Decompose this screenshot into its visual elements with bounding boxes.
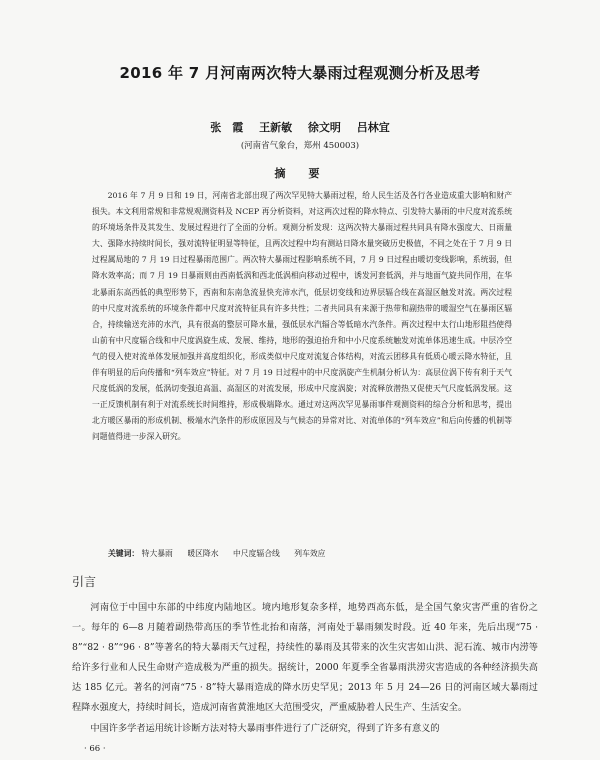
paper-title: 2016 年 7 月河南两次特大暴雨过程观测分析及思考 — [119, 64, 481, 82]
keyword: 中尺度辐合线 — [233, 549, 280, 558]
keyword: 暖区降水 — [187, 549, 219, 558]
page-number: · 66 · — [84, 744, 106, 754]
keywords-label: 关键词： — [108, 549, 140, 558]
section-heading: 引言 — [72, 575, 97, 589]
author-name: 王新敏 — [259, 121, 293, 134]
abstract-heading: 摘 要 — [274, 167, 326, 180]
body-paragraph: 河南位于中国中东部的中纬度内陆地区。境内地形复杂多样，地势西高东低，是全国气象灾害严重的省份之一。每年的 6—8 月随着副热带高压的季节性北抬和南落，河南处于暴雨频发时段。近 40 年来，先后出现“75 · 8”“82 · 8”“96 · 8”等著名的特大暴雨天气过程，持续性的暴雨及其带来的次生灾害如山洪、泥石流、城市内涝等给许多行业和人民生命财产造成极为严重的损失。据统计，2000 年夏季全省暴雨洪涝灾害造成的各种经济损失高达 185 亿元。著名的河南“75 · 8”特大暴雨造成的降水历史罕见；2013 年 5 月 24—26 日的河南区域大暴雨过程降水强度大，持续时间长，造成河南省黄淮地区大范围受灾，严重威胁着人民生产、生活安全。 — [72, 602, 538, 714]
author-name: 吕林宜 — [356, 121, 390, 134]
abstract-text: 2016 年 7 月 9 日和 19 日，河南省北部出现了两次罕见特大暴雨过程，给人民生活及各行各业造成重大影响和财产损失。本文利用常规和非常规观测资料及 NCEP 再分析资料，对这两次过程的降水特点、引发特大暴雨的中尺度对流系统的环境场条件及其发生、发展过程进行了全面的分析。观测分析发现：这两次特大暴雨过程共同具有降水强度大、日雨量大、强降水持续时间长，强对流特征明显等特征，且两次过程中均有测站日降水量突破历史极值，不同之处在于 7 月 9 日过程属局地的 7 月 19 日过程暴雨范围广。两次特大暴雨过程影响系统不同，7 月 9 日过程由暖切变线影响，系统弱，但降水效率高；而 7 月 19 日暴雨则由西南低涡和西北低涡相向移动过程中，诱发河套低涡，并与地面气旋共同作用，在华北暴雨东高西低的典型形势下，西南和东南急流显快充沛水汽，低层切变线和边界层辐合线在高湿区触发对流。两次过程的中尺度对流系统的环境条件都中尺度对流特征具有许多共性；二者共同具有来源于热带和副热带的暖湿空气在暴雨区辐合，持续输送充沛的水汽，具有很高的整层可降水量，强低层水汽辐合等低暗水汽条件。两次过程中太行山地形阻挡使得山前有中尺度辐合线和中尺度涡旋生成、发展、维持，地形的强迫抬升和中小尺度系统触发对流单体迅速生成。中层冷空气的侵入使对流单体发展加强并高度组织化，形成类似中尺度对流复合体结构，对流云团移具有低质心暖云降水特征，且伴有明显的后向传播和“列车效应”特征。对 7 月 19 日过程中的中尺度涡旋产生机制分析认为：高层位涡下传有利于天气尺度低涡的发展，低涡切变强迫高温、高湿区的对流发展，形成中尺度涡旋；对流释放潜热又促使天气尺度低涡发展。这一正反馈机制有利于对流系统长时间维持，形成极端降水。通过对这两次罕见暴雨事件观测资料的综合分析和思考，提出北方暖区暴雨的形成机制、极端水汽条件的形成原因及与气候态的异常对比、对流单体的“列车效应”和后向传播的机制等问题值得进一步深入研究。 — [92, 191, 512, 442]
author-affiliation: (河南省气象台，郑州 450003) — [240, 141, 360, 151]
keywords-line — [108, 546, 512, 562]
author-name: 徐文明 — [307, 121, 341, 134]
body-paragraph: 中国许多学者运用统计诊断方法对特大暴雨事件进行了广泛研究，得到了许多有意义的 — [90, 723, 440, 734]
author-name: 张 霞 — [210, 121, 244, 134]
author-list — [0, 119, 600, 135]
keyword: 特大暴雨 — [141, 549, 173, 558]
keyword: 列车效应 — [294, 549, 326, 558]
